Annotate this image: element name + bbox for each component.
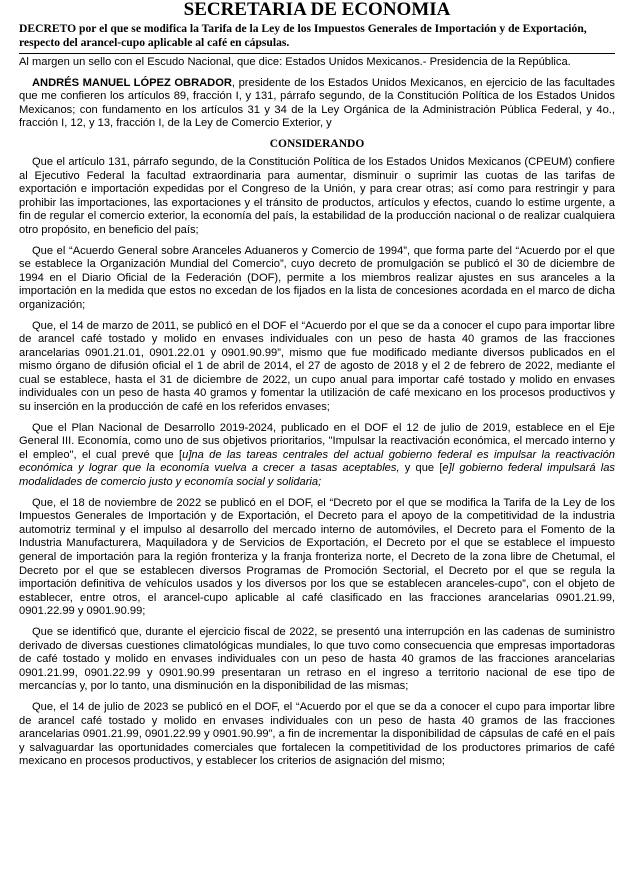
- considerando-paragraph-5: Que, el 18 de noviembre de 2022 se publicó en el DOF, el “Decreto por el que se modifica la Tarifa de la Ley de los Impuestos Generales de Importación y de Exportación, el Decreto para el apoyo de la competitividad de la industria automotriz terminal y el impulso al desarrollo del mercado interno de automóviles, el Decreto para el Fomento de la Industria Manufacturera, Maquiladora y de Servicios de Exportación, el Decreto por el que se establece el impuesto general de importación para la región fronteriza y la franja fronteriza norte, el Decreto de la zona libre de Chetumal, el Decreto por el que se establecen diversos Programas de Promoción Sectorial, el Decreto por el que se regula la importación definitiva de vehículos usados y los diversos por los que se establecen aranceles-cupo”, con el objeto de establecer, entre otros, el arancel-cupo aplicable al café clasificado en las fracciones arancelarias 0901.21.99, 0901.22.99 y 0901.90.99;: [19, 496, 615, 618]
- seal-paragraph: Al margen un sello con el Escudo Nacional, que dice: Estados Unidos Mexicanos.- Presidencia de la República.: [19, 56, 571, 68]
- president-paragraph: [19, 77, 615, 131]
- title-rule: [19, 53, 615, 54]
- p4-bracket-u: u: [182, 448, 189, 461]
- p4-bracket-e: e: [442, 462, 449, 475]
- p4-quote-2: ]l gobierno federal impulsará las modalidades de comercio justo y economía social y solidaria;: [19, 462, 615, 489]
- considerando-paragraph-4: [19, 422, 615, 490]
- agency-title: SECRETARIA DE ECONOMIA: [183, 0, 451, 20]
- p4-text-c: y que [: [399, 462, 443, 475]
- considerando-paragraph-3: Que, el 14 de marzo de 2011, se publicó en el DOF el “Acuerdo por el que se da a conocer el cupo para importar libre de arancel café tostado y molido en envases individuales con un peso de hasta 40 gramos de las fracciones arancelarias 0901.21.01, 0901.22.01 y 0901.90.99”, mismo que fue modificado mediante diversos publicados en el mismo órgano de difusión oficial el 1 de abril de 2014, el 27 de agosto de 2018 y el 2 de febrero de 2022, mediante el cual se establece, hasta el 31 de diciembre de 2022, un cupo anual para importar café tostado y molido en envases individuales con un peso de hasta 40 gramos y fomentar la utilización de café mexicano en los procesos productivos y su inserción en la producción de café en los referidos envases;: [19, 319, 615, 414]
- president-name: ANDRÉS MANUEL LÓPEZ OBRADOR: [32, 76, 232, 89]
- president-text: , presidente de los Estados Unidos Mexicanos, en ejercicio de las facultades que me confieren los artículos 89, fracción I, y 131, párrafo segundo, de la Constitución Política de los Estados Unidos Mexicanos; con fundamento en los artículos 31 y 34 de la Ley Orgánica de la Administración Pública Federal, y 4o., fracción I, 12, y 13, fracción I, de la Ley de Comercio Exterior, y: [19, 76, 615, 130]
- considerando-paragraph-7: Que, el 14 de julio de 2023 se publicó en el DOF, el “Acuerdo por el que se da a conocer el cupo para importar libre de arancel café tostado y molido en envases individuales con un peso de hasta 40 gramos de las fracciones arancelarias 0901.21.99, 0901.22.99 y 0901.90.99”, a fin de incrementar la disponibilidad de cápsulas de café en el país y salvaguardar las oportunidades comerciales que fortalecen la competitividad de los productores primarios de café mexicano en procesos productivos, y establecer los criterios de asignación del mismo;: [19, 700, 615, 768]
- section-heading: CONSIDERANDO: [269, 137, 365, 150]
- p4-text-a: Que el Plan Nacional de Desarrollo 2019-2024, publicado en el DOF el 12 de julio de 2019, establece en el Eje General III. Economía, como uno de sus objetivos prioritarios, "Impulsar la reactivación económica, el mercado interno y el empleo", el cual prevé que [: [19, 421, 615, 461]
- decree-title: DECRETO por el que se modifica la Tarifa de la Ley de los Impuestos Generales de Importación y de Exportación, respecto del arancel-cupo aplicable al café en cápsulas.: [19, 22, 587, 49]
- considerando-paragraph-2: Que el “Acuerdo General sobre Aranceles Aduaneros y Comercio de 1994”, que forma parte del “Acuerdo por el que se establece la Organización Mundial del Comercio”, cuyo decreto de promulgación se publicó el 30 de diciembre de 1994 en el Diario Oficial de la Federación (DOF), permite a los miembros realizar ajustes en sus aranceles a la importación en la medida que estos no excedan de los fijados en la lista de concesiones acordada en el marco de dicha organización;: [19, 244, 615, 311]
- p4-quote-1: ]na de las tareas centrales del actual gobierno federal es impulsar la reactivación económica y lograr que la economía vuelva a crecer a tasas aceptables,: [19, 448, 615, 475]
- considerando-paragraph-6: Que se identificó que, durante el ejercicio fiscal de 2022, se presentó una interrupción en las cadenas de suministro derivado de diversas cuestiones climatológicas mundiales, lo que tuvo como consecuencia que empresas importadoras de café tostado y molido en envases individuales con un peso de hasta 40 gramos de las fracciones arancelarias 0901.21.99, 0901.22.99 y 0901.90.99 presentaran un retraso en el ingreso a territorio nacional de ese tipo de mercancías y, por lo tanto, una disminución en la disponibilidad de las mismas;: [19, 625, 615, 693]
- considerando-paragraph-1: Que el artículo 131, párrafo segundo, de la Constitución Política de los Estados Unidos Mexicanos (CPEUM) confiere al Ejecutivo Federal la facultad extraordinaria para aumentar, disminuir o suprimir las cuotas de las tarifas de exportación e importación expedidas por el Congreso de la Unión, y para crear otras; así como para restringir y para prohibir las importaciones, las exportaciones y el tránsito de productos, artículos y efectos, cuando lo estime urgente, a fin de regular el comercio exterior, la economía del país, la estabilidad de la producción nacional o de realizar cualquiera otro propósito, en beneficio del país;: [19, 155, 615, 236]
